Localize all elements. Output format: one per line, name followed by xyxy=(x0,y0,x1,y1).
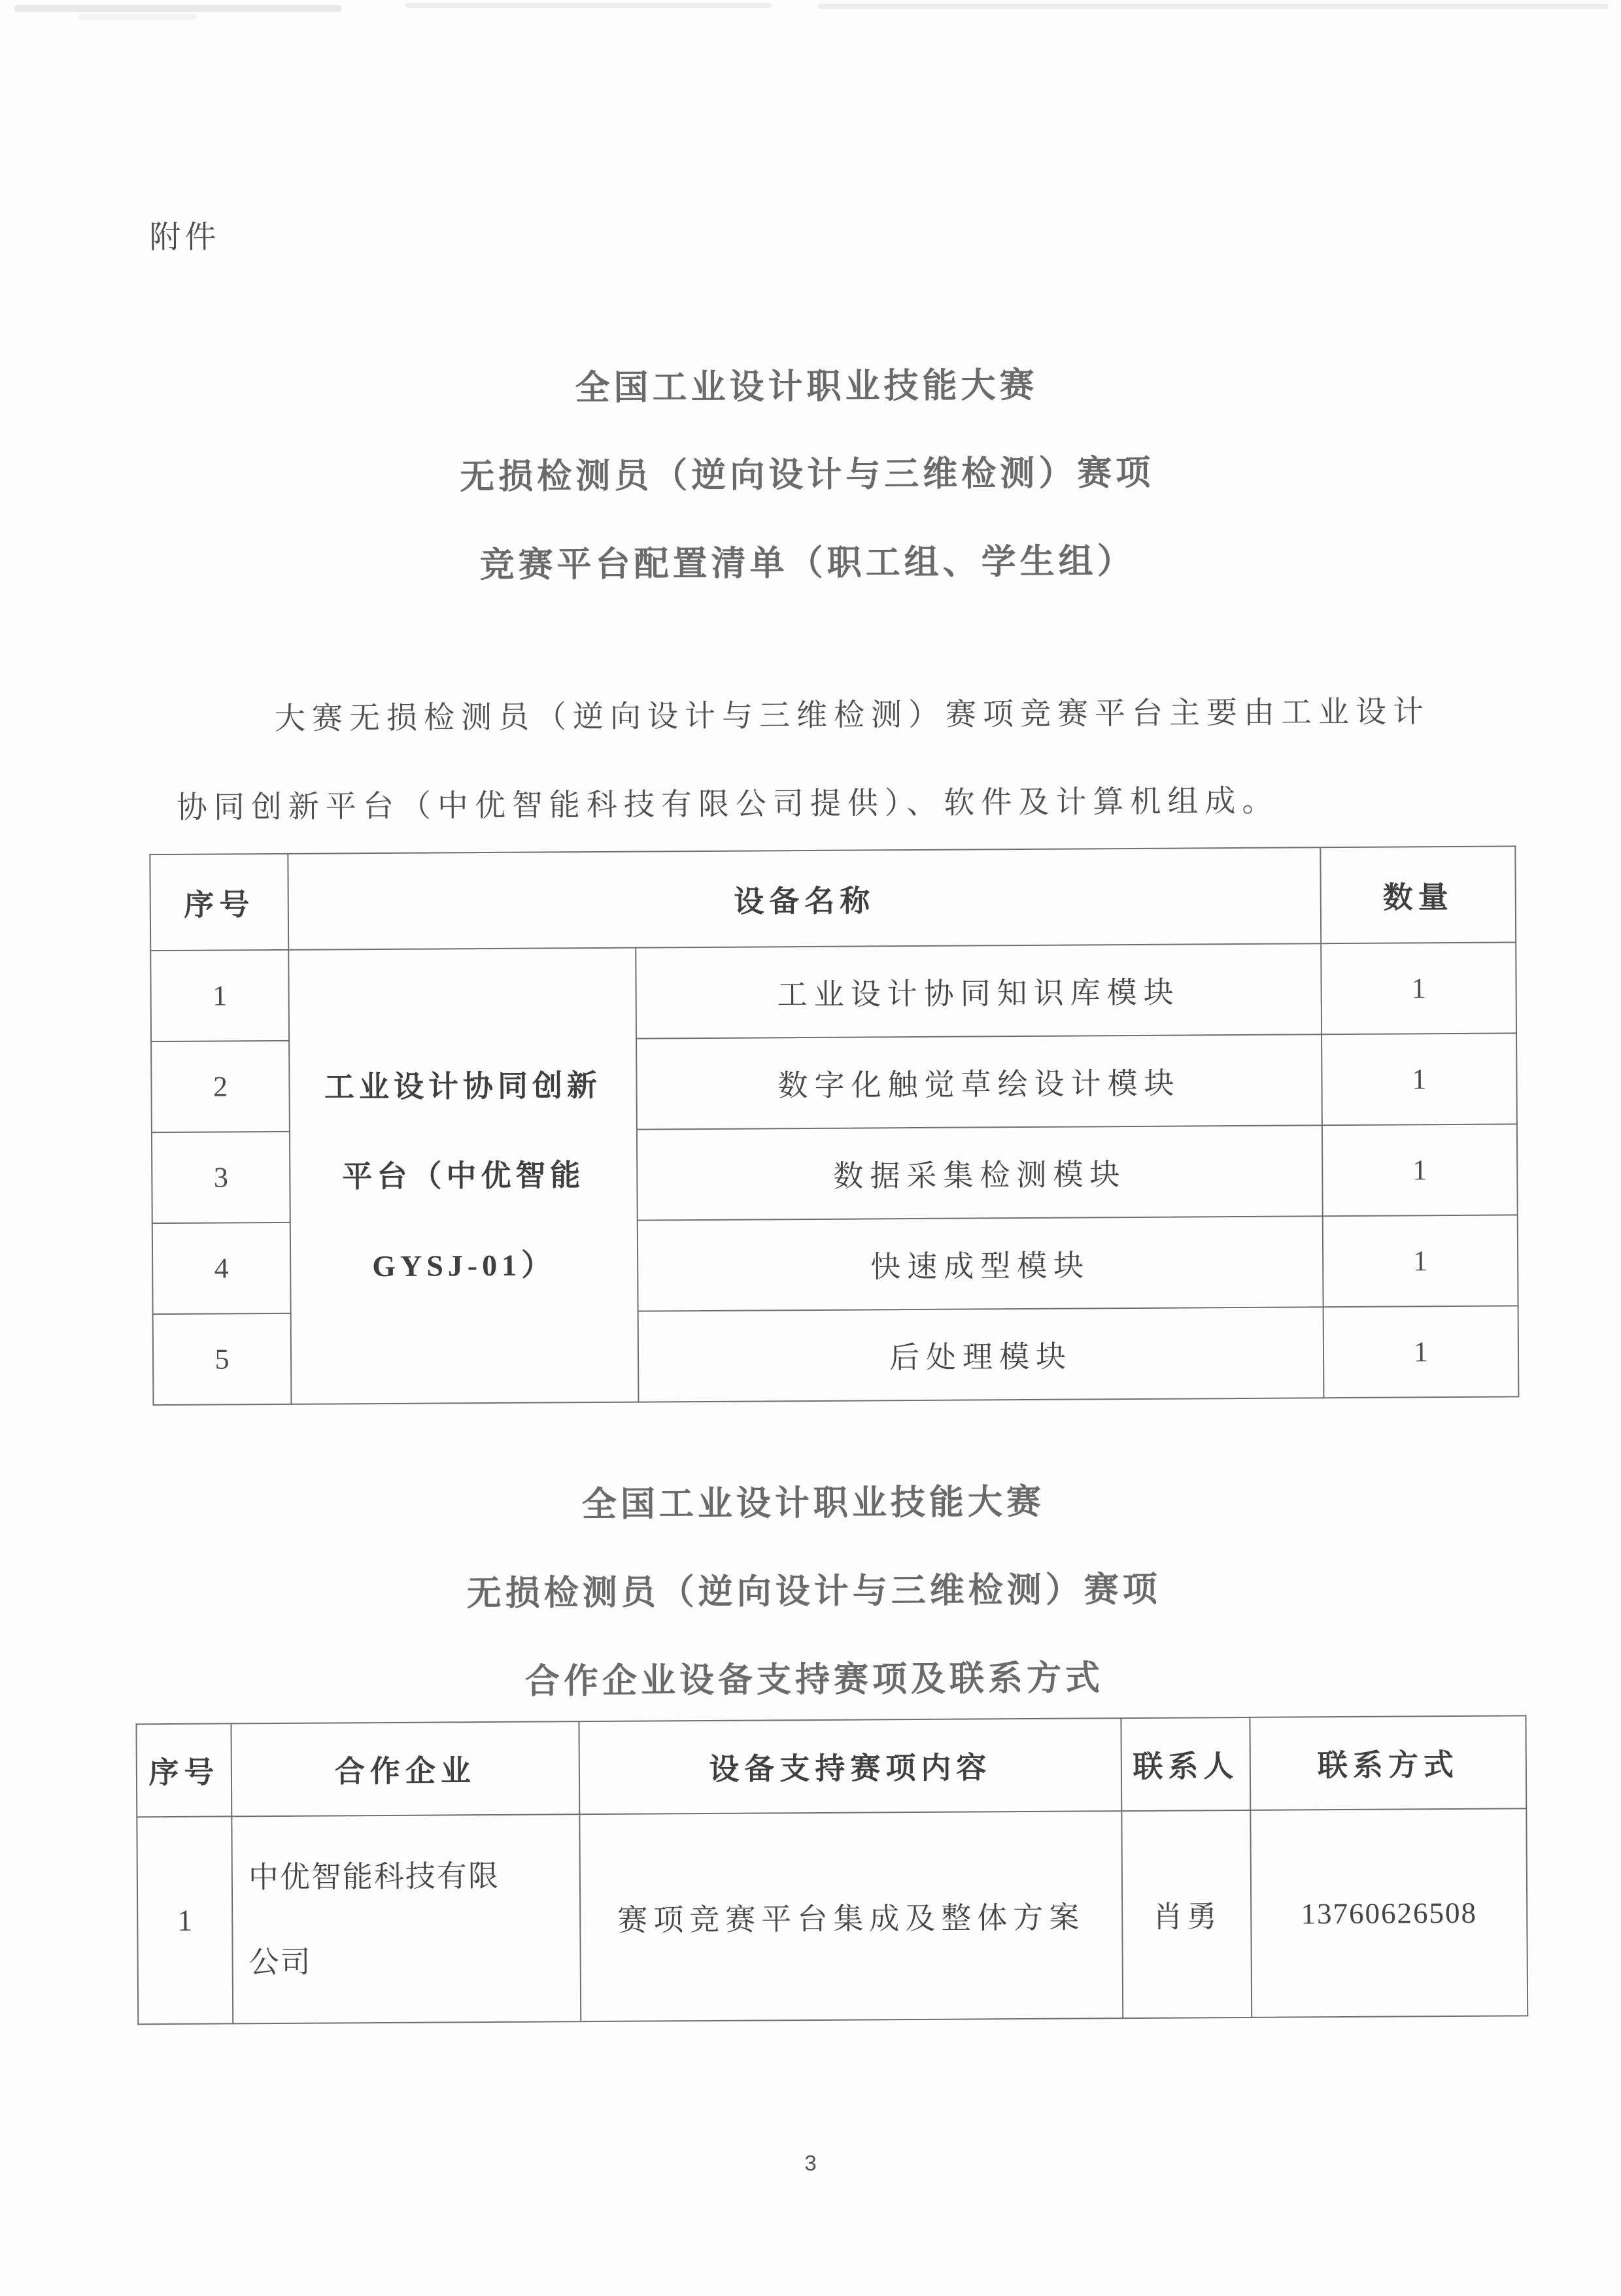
quantity-cell: 1 xyxy=(1323,1215,1518,1307)
device-name-cell: 工业设计协同知识库模块 xyxy=(636,943,1322,1038)
intro-paragraph-line-1: 大赛无损检测员（逆向设计与三维检测）赛项竞赛平台主要由工业设计 xyxy=(274,695,1431,736)
section1-title-line-2: 无损检测员（逆向设计与三维检测）赛项 xyxy=(460,453,1155,497)
phone-cell: 13760626508 xyxy=(1250,1808,1527,2017)
header-cell-company: 合作企业 xyxy=(231,1721,579,1816)
row-number-cell: 1 xyxy=(150,950,289,1041)
platform-line-1: 工业设计协同创新 xyxy=(324,1068,602,1104)
header-cell-no: 序号 xyxy=(150,854,288,951)
partners-table-header-row xyxy=(136,1715,1526,1817)
header-cell-device: 设备名称 xyxy=(288,847,1321,950)
platform-merged-cell xyxy=(288,948,638,1404)
device-name-cell: 快速成型模块 xyxy=(638,1216,1323,1311)
section2-title-block xyxy=(3,1454,1621,1729)
quantity-cell: 1 xyxy=(1322,1033,1517,1125)
support-content-cell: 赛项竞赛平台集成及整体方案 xyxy=(579,1811,1123,2021)
attachment-label: 附件 xyxy=(149,220,220,256)
row-number-cell: 5 xyxy=(153,1313,292,1405)
section1-title-block xyxy=(0,337,1618,612)
company-cell xyxy=(231,1814,581,2023)
device-name-cell: 数字化触觉草绘设计模块 xyxy=(636,1034,1322,1129)
equipment-table xyxy=(149,845,1519,1406)
intro-paragraph-line-2: 协同创新平台（中优智能科技有限公司提供）、软件及计算机组成。 xyxy=(176,784,1280,825)
section2-title-line-1: 全国工业设计职业技能大赛 xyxy=(581,1482,1046,1525)
row-number-cell: 4 xyxy=(152,1223,291,1314)
intro-paragraph xyxy=(176,668,1478,853)
platform-line-2: 平台（中优智能 xyxy=(342,1158,585,1194)
section1-title-line-1: 全国工业设计职业技能大赛 xyxy=(575,365,1038,408)
section1-title-line-3: 竞赛平台配置清单（职工组、学生组） xyxy=(479,541,1136,585)
partners-table xyxy=(135,1715,1528,2025)
header-cell-no: 序号 xyxy=(136,1723,231,1817)
row-number-cell: 1 xyxy=(137,1816,233,2024)
quantity-cell: 1 xyxy=(1321,942,1516,1034)
device-name-cell: 数据采集检测模块 xyxy=(637,1125,1323,1220)
quantity-cell: 1 xyxy=(1323,1306,1519,1398)
header-cell-contact: 联系人 xyxy=(1121,1717,1250,1811)
contact-cell: 肖勇 xyxy=(1121,1810,1252,2018)
company-name: 中优智能科技有限公司 xyxy=(248,1859,500,1979)
row-number-cell: 3 xyxy=(152,1132,290,1223)
device-name-cell: 后处理模块 xyxy=(638,1307,1324,1402)
equipment-table-header-row xyxy=(150,846,1516,951)
header-cell-qty: 数量 xyxy=(1320,846,1516,943)
header-cell-support: 设备支持赛项内容 xyxy=(579,1718,1121,1814)
table-row xyxy=(137,1808,1527,2024)
page-number: 3 xyxy=(804,2151,817,2175)
section2-title-line-2: 无损检测员（逆向设计与三维检测）赛项 xyxy=(466,1570,1161,1613)
platform-line-3: GYSJ-01） xyxy=(372,1248,556,1283)
row-number-cell: 2 xyxy=(151,1041,290,1132)
table-row xyxy=(150,942,1516,1041)
header-cell-phone: 联系方式 xyxy=(1250,1715,1526,1810)
section2-title-line-3: 合作企业设备支持赛项及联系方式 xyxy=(524,1659,1104,1701)
quantity-cell: 1 xyxy=(1322,1124,1518,1216)
